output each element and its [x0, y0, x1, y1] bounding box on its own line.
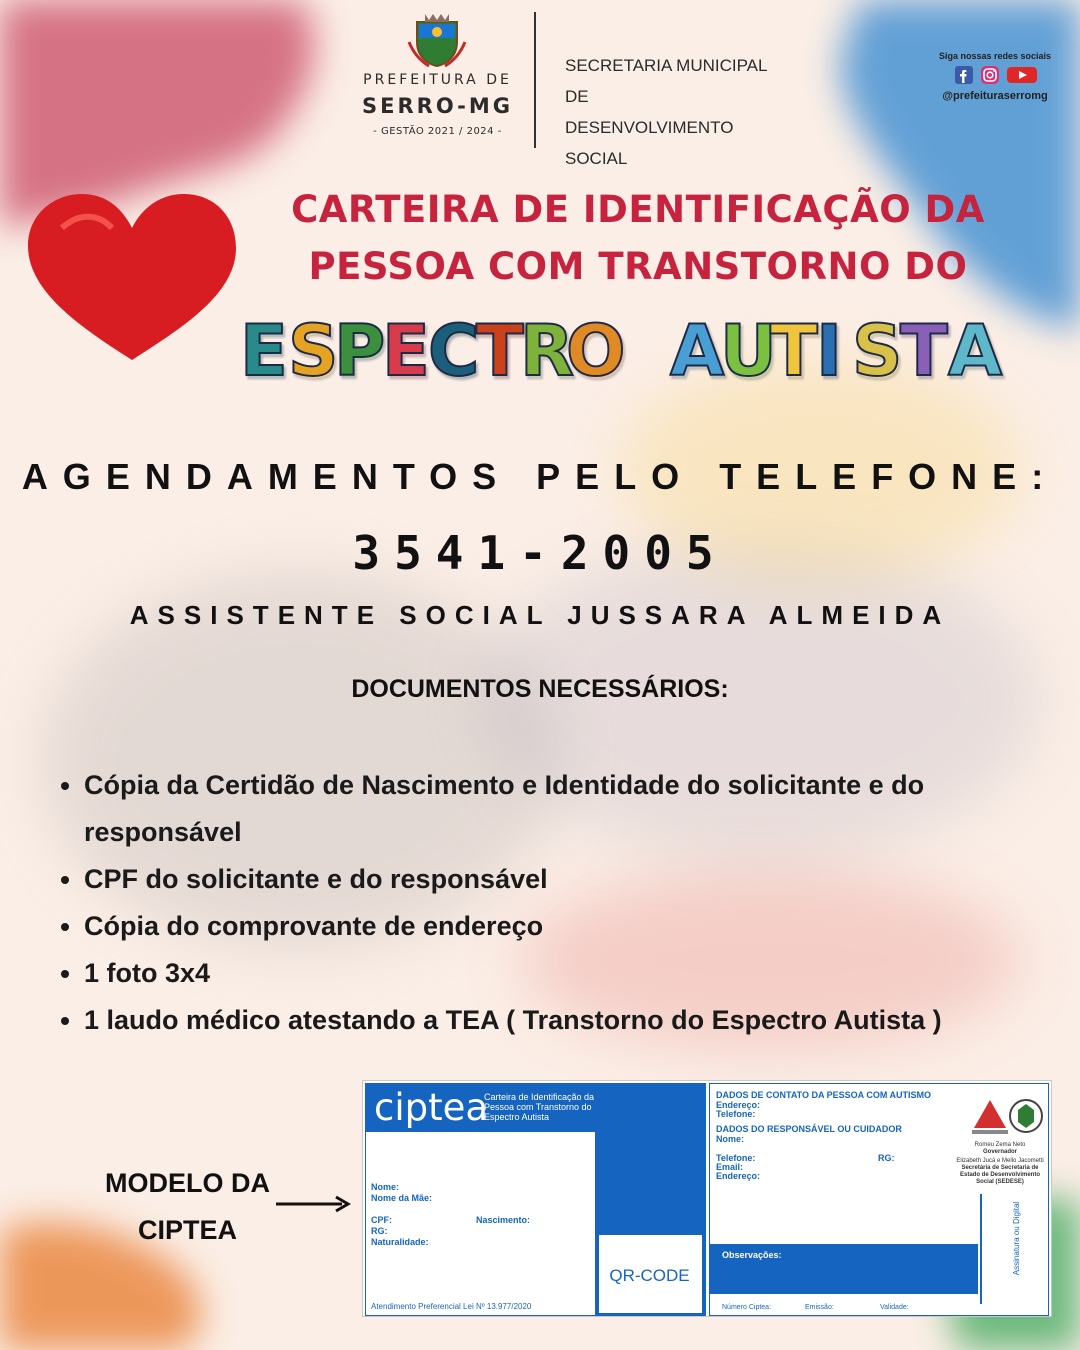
secretaria-line1: SECRETARIA MUNICIPAL DE: [565, 56, 767, 106]
field-rg: RG:: [371, 1226, 388, 1236]
ciptea-logo: ciptea: [374, 1086, 489, 1129]
social-handle: @prefeituraserromg: [942, 90, 1048, 102]
field-telefone-responsavel: Telefone:: [716, 1153, 756, 1163]
title-line1: CARTEIRA DE IDENTIFICAÇÃO DA: [291, 188, 985, 231]
secretaria-label: [565, 50, 785, 174]
numero-ciptea-label: Número Ciptea:: [722, 1304, 772, 1311]
assistente-social-label: ASSISTENTE SOCIAL JUSSARA ALMEIDA: [129, 600, 951, 630]
svg-text:A: A: [670, 310, 725, 389]
field-rg-responsavel: RG:: [878, 1153, 895, 1163]
list-item: • 1 laudo médico atestando a TEA ( Transtorno do Espectro Autista ): [84, 997, 1074, 1044]
svg-text:O: O: [566, 310, 626, 389]
government-signatures: [955, 1142, 1045, 1186]
documents-list: [50, 762, 1074, 1044]
red-heart-icon: [22, 188, 242, 368]
social-caption: Siga nossas redes sociais: [938, 51, 1052, 61]
signature-line: [980, 1194, 982, 1304]
instagram-icon[interactable]: [981, 66, 999, 84]
field-endereco-responsavel: Endereço:: [716, 1171, 761, 1181]
svg-text:C: C: [428, 310, 480, 389]
minas-gerais-emblem-icon: [970, 1094, 1044, 1140]
modelo-line1: MODELO DA: [105, 1168, 270, 1198]
svg-text:I: I: [816, 310, 843, 389]
field-cpf: CPF:: [371, 1215, 392, 1225]
svg-text:E: E: [382, 310, 430, 389]
title-line2: PESSOA COM TRANSTORNO DO: [308, 245, 968, 288]
svg-text:S: S: [852, 310, 903, 389]
svg-text:E: E: [240, 310, 288, 389]
observacoes-label: Observações:: [722, 1250, 782, 1260]
validade-label: Validade:: [880, 1304, 909, 1311]
field-nome-mae: Nome da Mãe:: [371, 1193, 433, 1203]
header-divider: [534, 12, 536, 148]
assinatura-label: Assinatura ou Digital: [1012, 1201, 1022, 1276]
list-item: • 1 foto 3x4: [84, 950, 1074, 997]
gov-name: Romeu Zema Neto: [974, 1142, 1026, 1148]
list-item: • Cópia do comprovante de endereço: [84, 903, 1074, 950]
qr-code-label: QR-CODE: [609, 1266, 690, 1285]
arrow-right-icon: [276, 1194, 352, 1214]
responsavel-title: DADOS DO RESPONSÁVEL OU CUIDADOR: [716, 1124, 902, 1134]
agendamentos-label: AGENDAMENTOS PELO TELEFONE:: [21, 456, 1059, 497]
svg-text:U: U: [720, 310, 777, 389]
prefeitura-name: SERRO-MG: [362, 94, 513, 118]
field-nome-responsavel: Nome:: [716, 1134, 745, 1144]
svg-text:T: T: [476, 310, 524, 389]
card-footer-law: Atendimento Preferencial Lei Nº 13.977/2020: [371, 1302, 532, 1311]
gov-title: Governador: [982, 1149, 1017, 1155]
gestao-label: - GESTÃO 2021 / 2024 -: [373, 126, 502, 137]
emissao-label: Emissão:: [805, 1304, 834, 1311]
sec-name: Elizabeth Jucá e Mello Jacometti: [956, 1158, 1044, 1164]
field-nascimento: Nascimento:: [476, 1215, 531, 1225]
svg-text:A: A: [948, 310, 1003, 389]
list-item: • Cópia da Certidão de Nascimento e Identidade do solicitante e do responsável: [84, 762, 1074, 856]
field-endereco: Endereço:: [716, 1100, 761, 1110]
ciptea-card-model: [362, 1080, 1052, 1317]
secretaria-line2: DESENVOLVIMENTO SOCIAL: [565, 118, 734, 168]
sec-title: Secretária de Secretaria de Estado de Desenvolvimento Social (SEDESE): [959, 1165, 1041, 1185]
field-naturalidade: Naturalidade:: [371, 1237, 429, 1247]
social-icons: [953, 65, 1038, 85]
svg-text:T: T: [770, 310, 818, 389]
ciptea-card-front: [365, 1083, 706, 1316]
ciptea-card-back: [709, 1083, 1049, 1316]
modelo-label: [90, 1160, 285, 1254]
phone-number[interactable]: 3541-2005: [352, 526, 728, 580]
field-nome: Nome:: [371, 1182, 400, 1192]
field-email: Email:: [716, 1162, 744, 1172]
facebook-icon[interactable]: [955, 66, 973, 84]
prefeitura-label: PREFEITURA DE: [363, 72, 512, 88]
espectro-autista-wordmark: [238, 303, 1038, 389]
field-telefone: Telefone:: [716, 1109, 756, 1119]
svg-text:P: P: [334, 310, 386, 389]
autista-word: [670, 310, 1002, 389]
svg-text:T: T: [900, 310, 948, 389]
modelo-line2: CIPTEA: [137, 1215, 237, 1245]
svg-text:S: S: [288, 310, 339, 389]
list-item: • CPF do solicitante e do responsável: [84, 856, 1074, 903]
contato-title: DADOS DE CONTATO DA PESSOA COM AUTISMO: [716, 1090, 932, 1100]
ciptea-description: Carteira de Identificação da Pessoa com Transtorno do Espectro Autista: [484, 1092, 595, 1122]
espectro-word: [240, 310, 626, 389]
svg-text:R: R: [520, 310, 574, 389]
serro-coat-of-arms-icon: [405, 12, 469, 68]
documents-title: DOCUMENTOS NECESSÁRIOS:: [351, 675, 729, 703]
youtube-icon[interactable]: [1007, 67, 1037, 83]
